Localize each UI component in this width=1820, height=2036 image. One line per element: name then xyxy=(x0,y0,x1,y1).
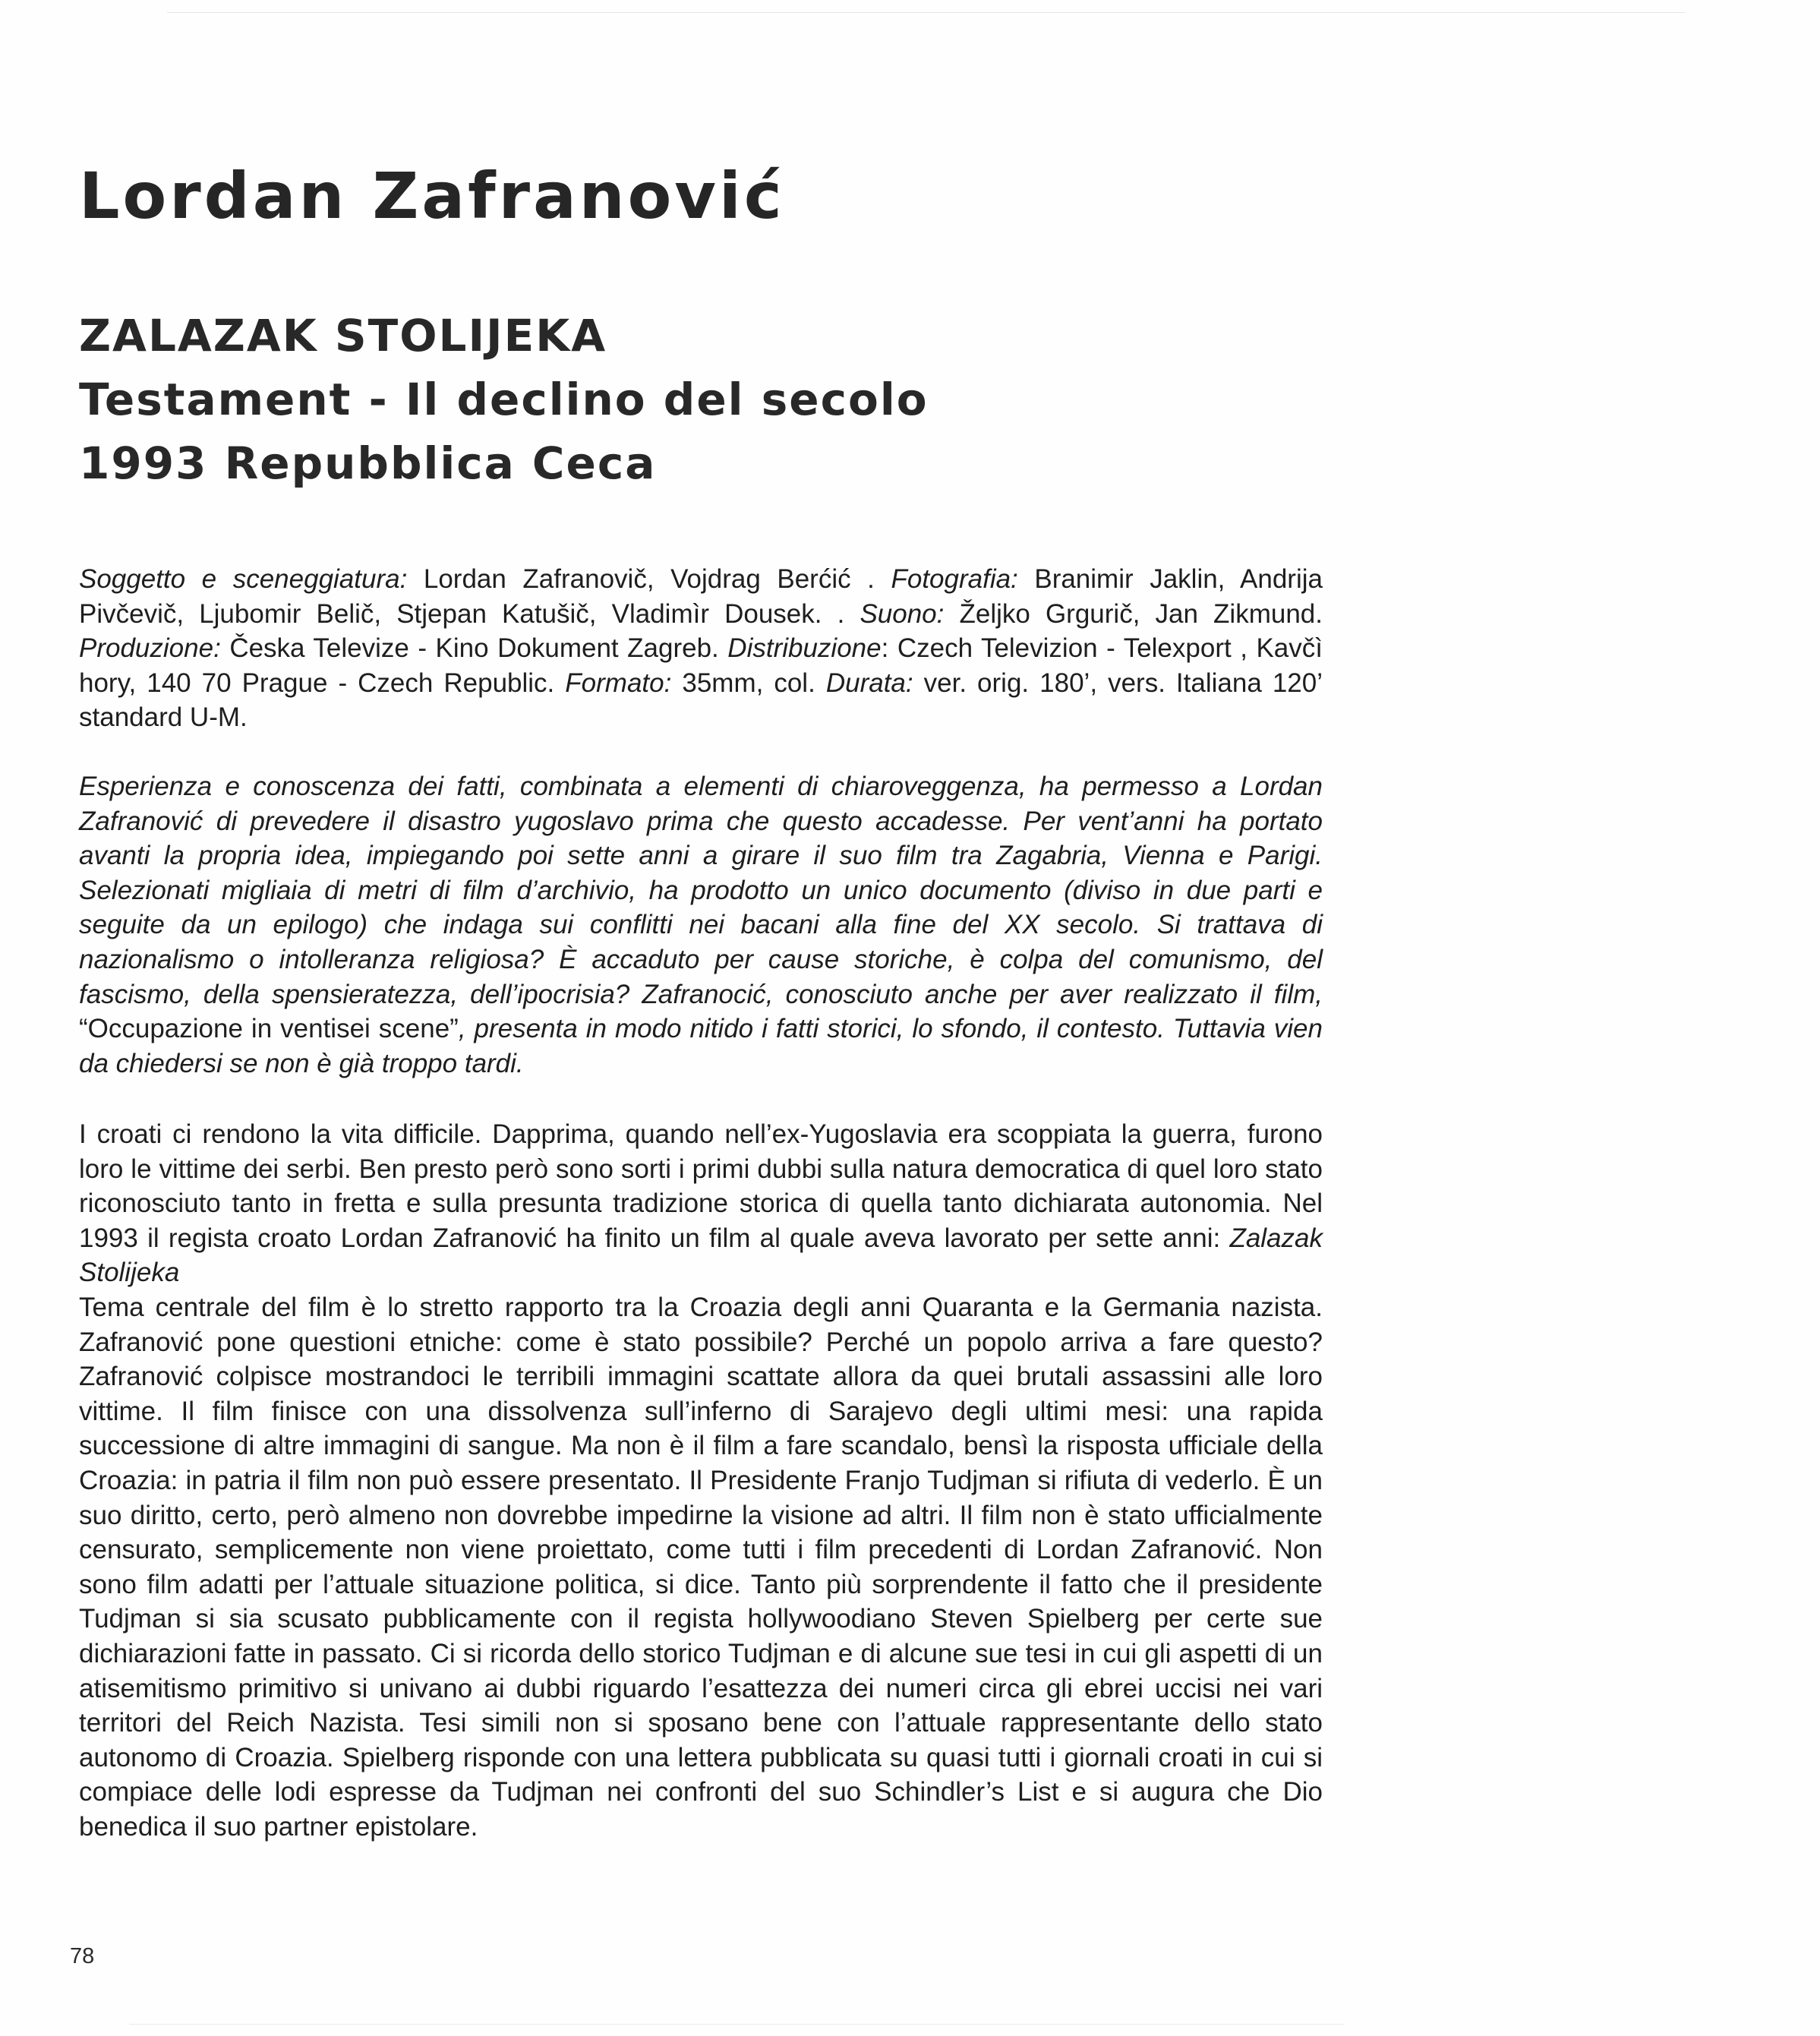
credit-value-distribuzione: : Czech Televizion - Telexport , Kavčì hory, 140 70 Prague - Czech Republic. xyxy=(79,633,1323,698)
synopsis-text-2: , presenta in modo nitido i fatti storici, lo sfondo, il contesto. Tuttavia vien da chiedersi se non è già troppo tardi. xyxy=(79,1014,1323,1078)
credit-label-formato: Formato: xyxy=(565,668,672,698)
credits-paragraph xyxy=(79,562,1323,735)
film-title-block xyxy=(79,304,929,495)
credit-label-sceneggiatura: Soggetto e sceneggiatura: xyxy=(79,564,408,594)
original-title: ZALAZAK STOLIJEKA xyxy=(79,310,607,361)
credit-label-durata: Durata: xyxy=(825,668,913,698)
credit-label-fotografia: Fotografia: xyxy=(891,564,1018,594)
synopsis-paragraph xyxy=(79,769,1323,1081)
article-film-title: Zalazak Stolijeka xyxy=(79,1223,1323,1288)
credit-value-fotografia: Branimir Jaklin, Andrija Pivčevič, Ljubomir Belič, Stjepan Katušič, Vladimìr Dousek. . xyxy=(79,564,1323,629)
credit-label-produzione: Produzione: xyxy=(79,633,221,664)
year-country: 1993 Repubblica Ceca xyxy=(79,437,657,489)
article-paragraph-2: Tema centrale del film è lo stretto rapporto tra la Croazia degli anni Quaranta e la Germania nazista. Zafranović pone questioni etniche: come è stato possibile? Perché un popolo arriva a fare questo? Zafranović colpisce mostrandoci le terribili immagini scattate allora da quei brutali assassini alle loro vittime. Il film finisce con una dissolvenza sull’inferno di Sarajevo degli ultimi mesi: una rapida successione di altre immagini di sangue. Ma non è il film a fare scandalo, bensì la risposta ufficiale della Croazia: in patria il film non può essere presentato. Il Presidente Franjo Tudjman si rifiuta di vederlo. È un suo diritto, certo, però almeno non dovrebbe impedirne la visione ad altri. Il film non è stato ufficialmente censurato, semplicemente non viene proiettato, come tutti i film precedenti di Lordan Zafranović. Non sono film adatti per l’attuale situazione politica, si dice. Tanto più sorprendente il fatto che il presidente Tudjman si sia scusato pubblicamente con il regista hollywoodiano Steven Spielberg per certe sue dichiarazioni fatte in passato. Ci si ricorda dello storico Tudjman e di alcune sue tesi in cui gli aspetti di un atisemitismo primitivo si univano ai dubbi riguardo l’esattezza dei numeri circa gli ebrei uccisi nei vari territori del Reich Nazista. Tesi simili non si sposano bene con l’attuale rappresentante dello stato autonomo di Croazia. Spielberg risponde con una lettera pubblicata su quasi tutti i giornali croati in cui si compiace delle lodi espresse da Tudjman nei confronti del suo Schindler’s List e si augura che Dio benedica il suo partner epistolare. xyxy=(79,1292,1323,1842)
bottom-divider xyxy=(129,2024,1344,2025)
top-divider xyxy=(167,12,1686,13)
credit-value-durata: ver. orig. 180’, vers. Italiana 120’ standard U-M. xyxy=(79,668,1323,733)
credit-value-suono: Željko Grgurič, Jan Zikmund. xyxy=(944,598,1323,629)
italian-title: Testament - Il declino del secolo xyxy=(79,374,929,425)
credit-value-produzione: Česka Televize - Kino Dokument Zagreb. xyxy=(220,633,728,664)
credit-value-sceneggiatura: Lordan Zafranovič, Vojdrag Berćić . xyxy=(407,564,891,594)
credit-value-formato: 35mm, col. xyxy=(671,668,826,698)
synopsis-text-1: Esperienza e conoscenza dei fatti, combinata a elementi di chiaroveggenza, ha permesso a Lordan Zafranović di prevedere il disastro yugoslavo prima che questo accadesse. Per vent’anni ha portato avanti la propria idea, impiegando poi sette anni a girare il suo film tra Zagabria, Vienna e Parigi. Selezionati migliaia di metri di film d’archivio, ha prodotto un unico documento (diviso in due parti e seguite da un epilogo) che indaga sui conflitti nei bacani alla fine del XX secolo. Si trattava di nazionalismo o intolleranza religiosa? È accaduto per cause storiche, è colpa del comunismo, del fascismo, della spensieratezza, dell’ipocrisia? Zafranocić, conosciuto anche per aver realizzato il film, xyxy=(79,772,1323,1009)
article-body xyxy=(79,1117,1323,1844)
article-text-1: I croati ci rendono la vita difficile. Dapprima, quando nell’ex-Yugoslavia era scoppiata la guerra, furono loro le vittime dei serbi. Ben presto però sono sorti i primi dubbi sulla natura democratica di quel loro stato riconosciuto tanto in fretta e sulla presunta tradizione storica di quella tanto dichiarata autonomia. Nel 1993 il regista croato Lordan Zafranović ha finito un film al quale aveva lavorato per sette anni: xyxy=(79,1119,1323,1253)
synopsis-film-title: “Occupazione in ventisei scene” xyxy=(79,1014,459,1044)
credit-label-suono: Suono: xyxy=(860,598,945,629)
page-number: 78 xyxy=(70,1944,95,1968)
author-name: Lordan Zafranović xyxy=(79,159,785,233)
credit-label-distribuzione: Distribuzione xyxy=(727,633,882,664)
article-paragraph-1 xyxy=(79,1117,1323,1290)
